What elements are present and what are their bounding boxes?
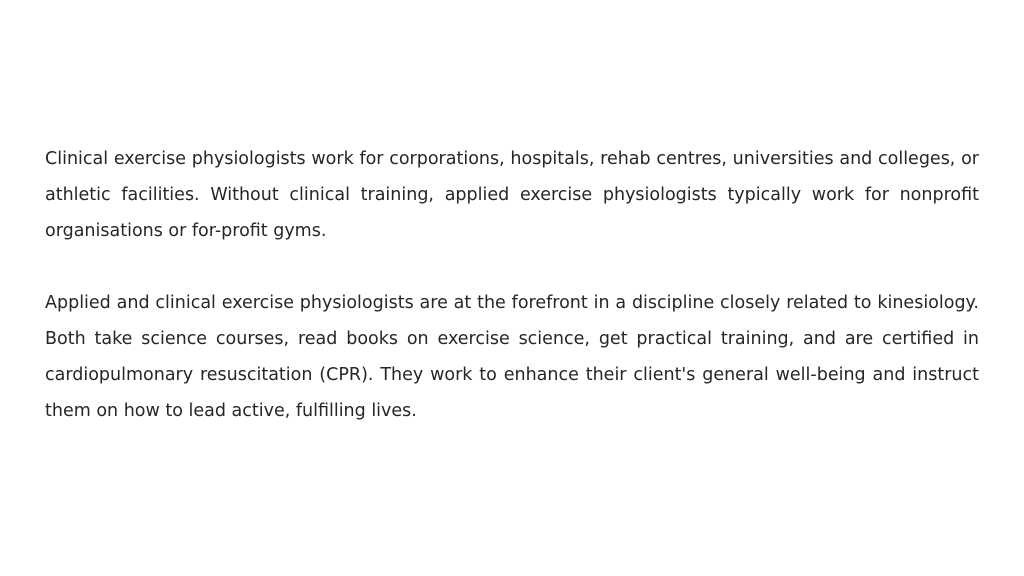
slide-body (45, 141, 979, 429)
paragraph-workplaces: Clinical exercise physiologists work for corporations, hospitals, rehab centres, universities and colleges, or athletic facilities. Without clinical training, applied exercise physiologists typically work for nonprofit organisations or for-profit gyms. (45, 149, 979, 241)
paragraph-discipline: Applied and clinical exercise physiologists are at the forefront in a discipline closely related to kinesiology. Both take science courses, read books on exercise science, get practical training, and are certified in cardiopulmonary resuscitation (CPR). They work to enhance their client's general well-being and instruct them on how to lead active, fulfilling lives. (45, 293, 979, 421)
